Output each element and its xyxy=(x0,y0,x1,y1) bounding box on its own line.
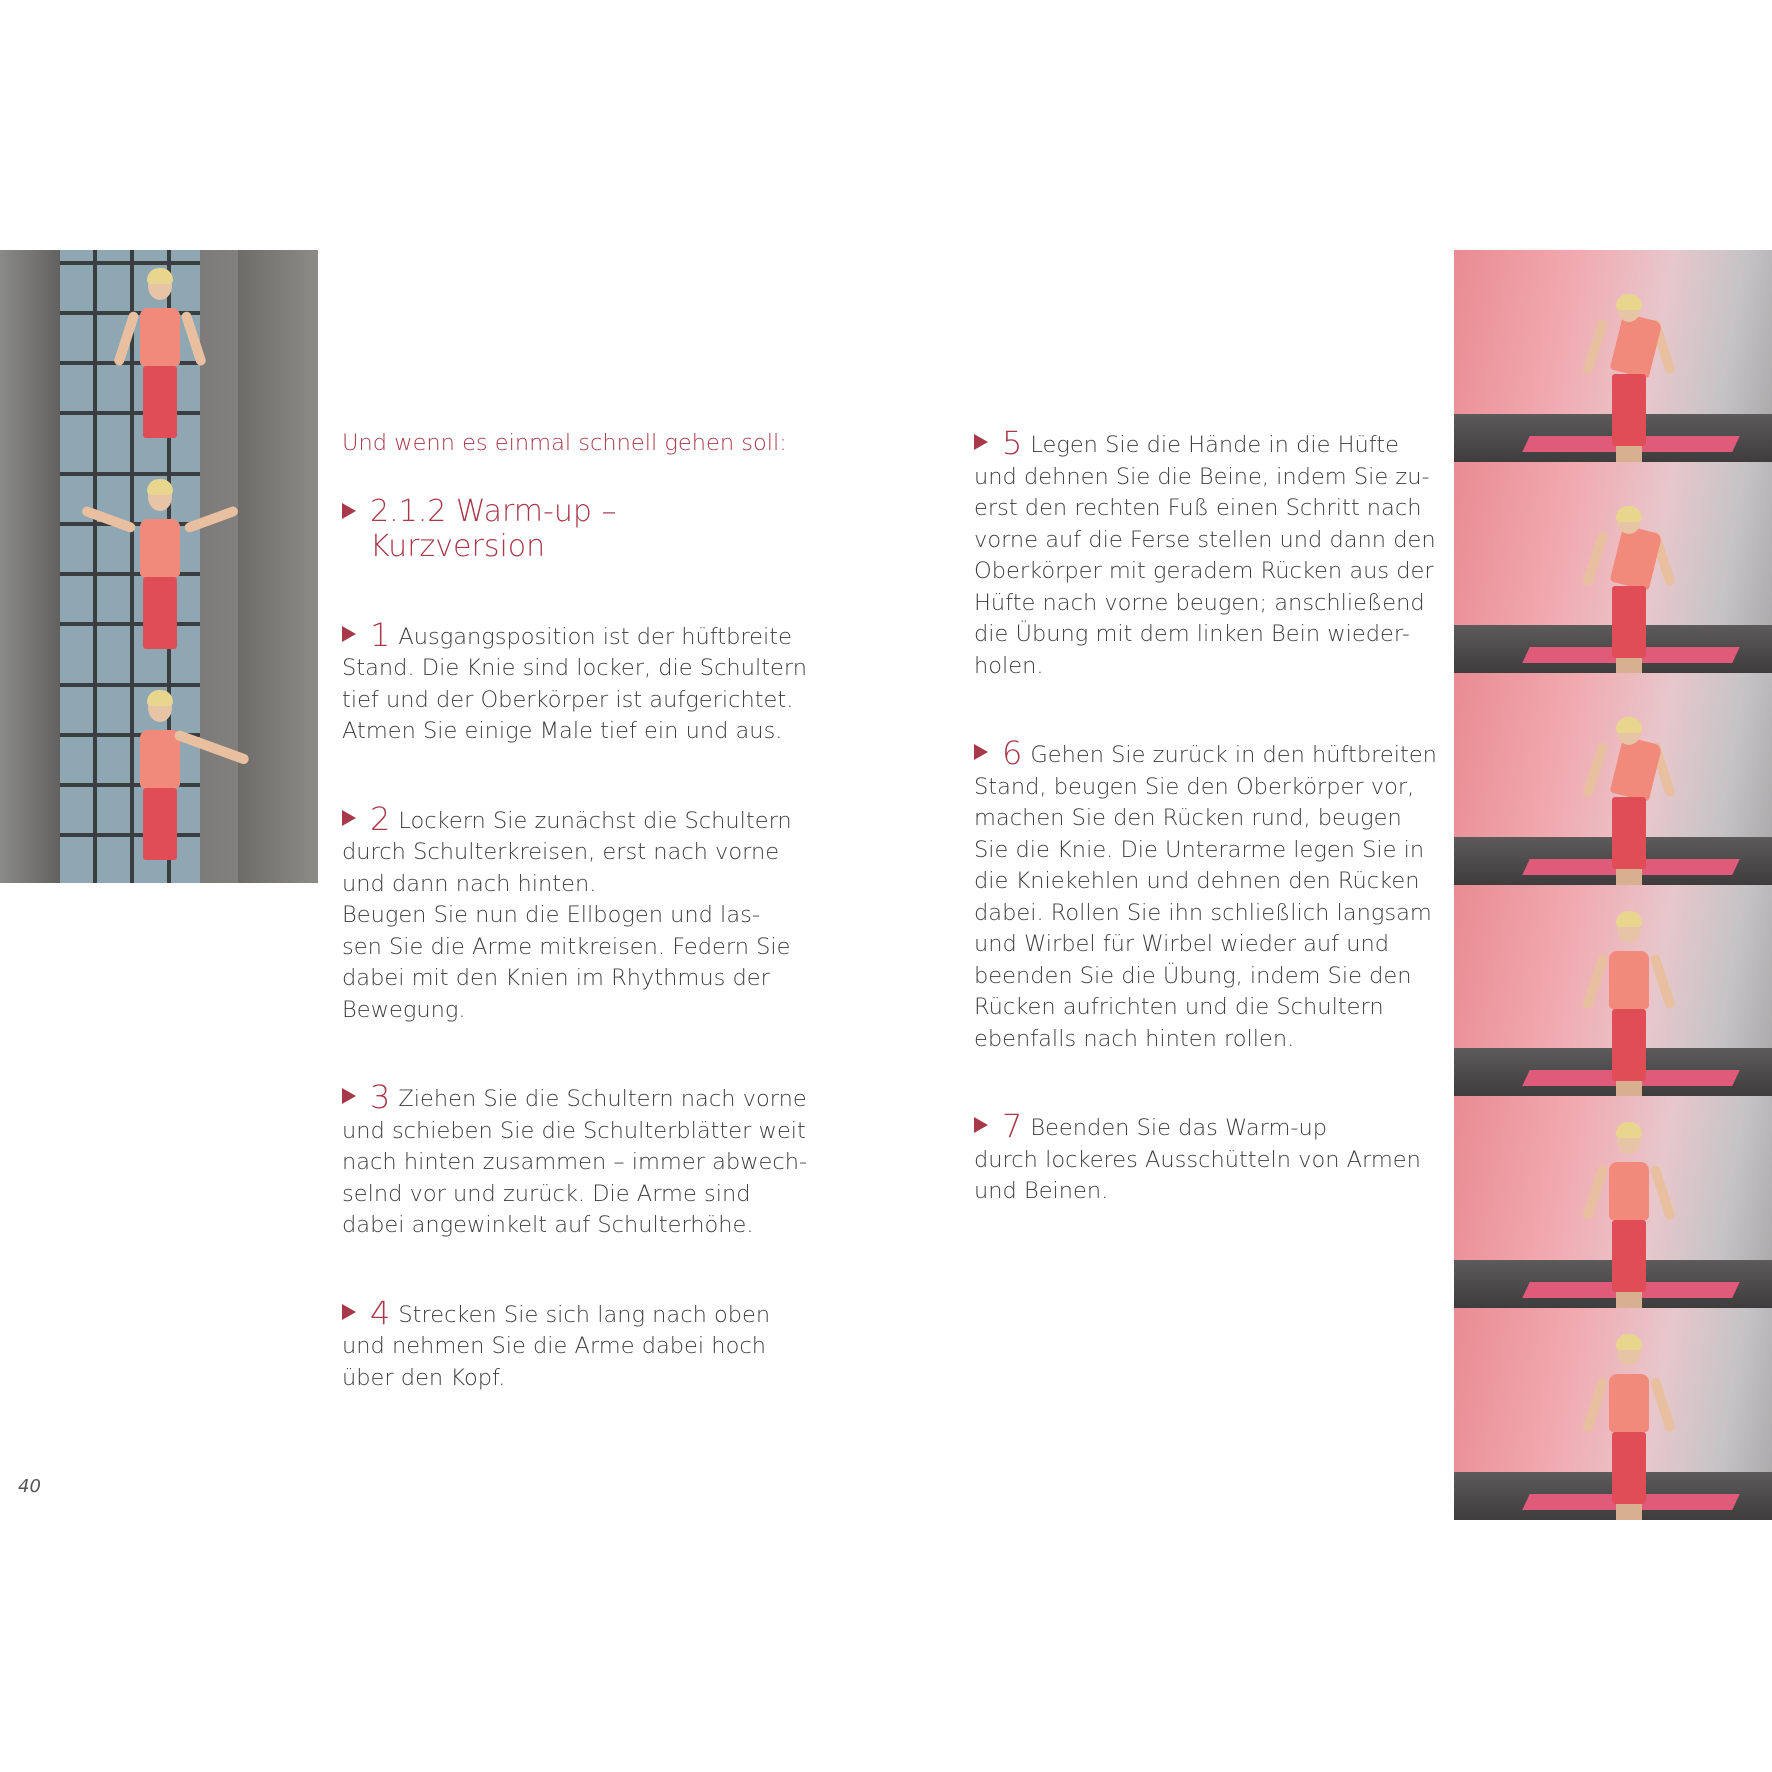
exercise-photo-7b xyxy=(1454,1308,1772,1520)
section-title-line-1: 2.1.2 Warm-up – xyxy=(370,493,617,529)
step-4 xyxy=(342,1293,812,1395)
exercise-photo-3 xyxy=(0,672,318,883)
step-number: 7 xyxy=(1002,1107,1023,1145)
exercise-photo-6b xyxy=(1454,885,1772,1097)
step-number: 6 xyxy=(1002,734,1023,772)
triangle-bullet-icon xyxy=(342,1088,356,1104)
page-number: 40 xyxy=(18,1476,41,1497)
triangle-bullet-icon xyxy=(974,434,988,450)
step-text: Strecken Sie sich lang nach oben und nehmen Sie die Arme dabei hoch über den Kopf. xyxy=(342,1301,771,1391)
step-text: Lockern Sie zunächst die Schultern durch Schulterkreisen, erst nach vorne und dann nach hinten. Beugen Sie nun die Ellbogen und las- sen Sie die Arme mitkreisen. Federn Sie dabei mit den Knien im Rhythmus der Bewegung. xyxy=(342,807,792,1023)
photo-strip-left xyxy=(0,250,318,884)
triangle-bullet-icon xyxy=(342,626,356,642)
triangle-bullet-icon xyxy=(974,744,988,760)
step-2 xyxy=(342,799,812,1027)
triangle-bullet-icon xyxy=(974,1117,988,1133)
step-1 xyxy=(342,615,812,748)
exercise-photo-2 xyxy=(0,461,318,672)
step-number: 4 xyxy=(370,1293,391,1332)
step-number: 1 xyxy=(370,615,391,654)
exercise-photo-1 xyxy=(0,250,318,461)
exercise-photo-5b xyxy=(1454,462,1772,674)
step-number: 3 xyxy=(370,1078,391,1116)
exercise-photo-7a xyxy=(1454,1096,1772,1308)
step-7 xyxy=(974,1107,1444,1208)
intro-text: Und wenn es einmal schnell gehen soll: xyxy=(342,430,787,456)
step-text: Ziehen Sie die Schultern nach vorne und schieben Sie die Schulterblätter weit nach hinten zusammen – immer abwech- selnd vor und zurück. Die Arme sind dabei angewinkelt auf Schulterhöhe. xyxy=(342,1086,808,1238)
step-text: Beenden Sie das Warm-up durch lockeres Ausschütteln von Armen und Beinen. xyxy=(974,1115,1421,1204)
section-title-line-2: Kurzversion xyxy=(370,528,546,564)
step-number: 2 xyxy=(370,799,391,838)
triangle-bullet-icon xyxy=(342,1304,356,1320)
exercise-photo-5a xyxy=(1454,250,1772,462)
right-column xyxy=(974,424,1444,1208)
step-3 xyxy=(342,1078,812,1242)
photo-strip-right xyxy=(1454,250,1772,1520)
step-text: Gehen Sie zurück in den hüftbreiten Stand, beugen Sie den Oberkörper vor, machen Sie den Rücken rund, beugen Sie die Knie. Die Unterarme legen Sie in die Kniekehlen und dehnen den Rücken dabei. Rollen Sie ihn schließlich langsam und Wirbel für Wirbel wieder auf und beenden Sie die Übung, indem Sie den Rücken aufrichten und die Schultern ebenfalls nach hinten rollen. xyxy=(974,742,1437,1052)
step-text: Legen Sie die Hände in die Hüfte und dehnen Sie die Beine, indem Sie zu- erst den rechten Fuß einen Schritt nach vorne auf die Ferse stellen und dann den Oberkörper mit geradem Rücken aus der Hüfte nach vorne beugen; anschließend die Übung mit dem linken Bein wieder- holen. xyxy=(974,432,1436,679)
exercise-photo-6a xyxy=(1454,673,1772,885)
triangle-bullet-icon xyxy=(342,810,356,826)
step-6 xyxy=(974,734,1444,1055)
step-5 xyxy=(974,424,1444,682)
left-column xyxy=(342,428,812,1394)
section-heading xyxy=(342,494,812,564)
triangle-bullet-icon xyxy=(342,503,356,519)
step-number: 5 xyxy=(1002,424,1023,462)
step-text: Ausgangsposition ist der hüftbreite Stand. Die Knie sind locker, die Schultern tief und der Oberkörper ist aufgerichtet. Atmen Sie einige Male tief ein und aus. xyxy=(342,623,807,744)
